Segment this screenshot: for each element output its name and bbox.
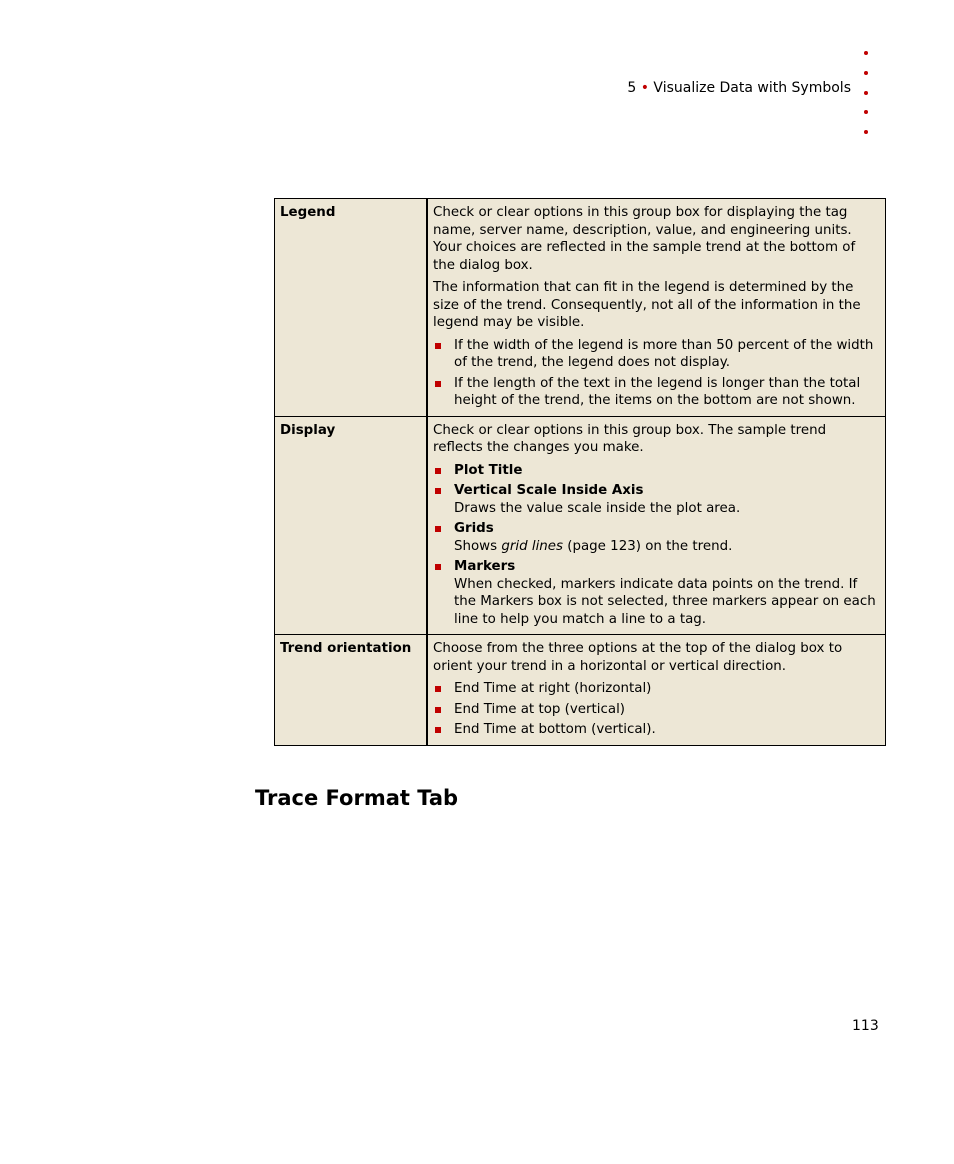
orientation-bullet-list	[433, 680, 880, 739]
vscale-description: Draws the value scale inside the plot area.	[454, 500, 741, 516]
square-bullet-icon	[435, 564, 441, 570]
list-item	[433, 701, 880, 719]
desc-legend	[427, 199, 886, 417]
list-item-text: If the length of the text in the legend is longer than the total height of the trend, the items on the bottom are not shown.	[454, 375, 861, 408]
table-row-orientation	[275, 635, 886, 746]
grids-desc-post: (page 123) on the trend.	[563, 538, 733, 554]
list-item	[433, 337, 880, 372]
dot	[864, 51, 868, 55]
options-table	[274, 198, 886, 746]
display-paragraph-1: Check or clear options in this group box. The sample trend reflects the changes you make.	[433, 422, 827, 455]
list-item	[433, 721, 880, 739]
desc-orientation	[427, 635, 886, 746]
grids-description	[454, 538, 880, 556]
table-row-display	[275, 416, 886, 635]
square-bullet-icon	[435, 488, 441, 494]
orientation-paragraph-1: Choose from the three options at the top of the dialog box to orient your trend in a horizontal or vertical direction.	[433, 641, 843, 674]
list-item	[433, 680, 880, 698]
section-heading: Trace Format Tab	[255, 786, 459, 810]
plot-title-label: Plot Title	[454, 462, 523, 478]
legend-paragraph-1: Check or clear options in this group box for displaying the tag name, server name, description, value, and engineering units. Your choices are reflected in the sample trend at the bottom of the dialog box.	[433, 205, 856, 273]
display-bullet-list	[433, 462, 880, 629]
list-item	[433, 462, 880, 480]
legend-bullet-list	[433, 337, 880, 410]
square-bullet-icon	[435, 526, 441, 532]
list-item	[433, 482, 880, 517]
list-item	[433, 520, 880, 555]
vscale-label: Vertical Scale Inside Axis	[454, 483, 644, 498]
dot	[864, 71, 868, 75]
markers-description: When checked, markers indicate data points on the trend. If the Markers box is not selected, three markers appear on each line to help you match a line to a tag.	[454, 576, 876, 627]
list-item-text: End Time at right (horizontal)	[454, 681, 652, 696]
page-number: 113	[852, 1018, 879, 1034]
term-display: Display	[275, 416, 428, 635]
header-separator: •	[640, 80, 649, 96]
running-header	[627, 79, 851, 97]
term-orientation: Trend orientation	[275, 635, 428, 746]
grids-desc-pre: Shows	[454, 538, 502, 554]
list-item	[433, 558, 880, 628]
legend-paragraph-2: The information that can fit in the legend is determined by the size of the trend. Consequently, not all of the information in the legend may be visible.	[433, 280, 861, 330]
dot	[864, 110, 868, 114]
square-bullet-icon	[435, 686, 441, 692]
dot	[864, 130, 868, 134]
grids-label: Grids	[454, 521, 494, 536]
desc-display	[427, 416, 886, 635]
square-bullet-icon	[435, 727, 441, 733]
chapter-number: 5	[627, 80, 637, 96]
chapter-title: Visualize Data with Symbols	[653, 80, 851, 96]
square-bullet-icon	[435, 343, 441, 349]
dot	[864, 91, 868, 95]
square-bullet-icon	[435, 381, 441, 387]
list-item-text: End Time at bottom (vertical).	[454, 722, 656, 737]
list-item-text: End Time at top (vertical)	[454, 701, 626, 717]
square-bullet-icon	[435, 707, 441, 713]
decorative-dots	[864, 51, 874, 150]
markers-label: Markers	[454, 559, 516, 574]
term-legend: Legend	[275, 199, 428, 417]
list-item	[433, 375, 880, 410]
square-bullet-icon	[435, 468, 441, 474]
table-row-legend	[275, 199, 886, 417]
list-item-text: If the width of the legend is more than 50 percent of the width of the trend, the legend does not display.	[454, 337, 874, 370]
grid-lines-link[interactable]: grid lines	[501, 538, 563, 554]
